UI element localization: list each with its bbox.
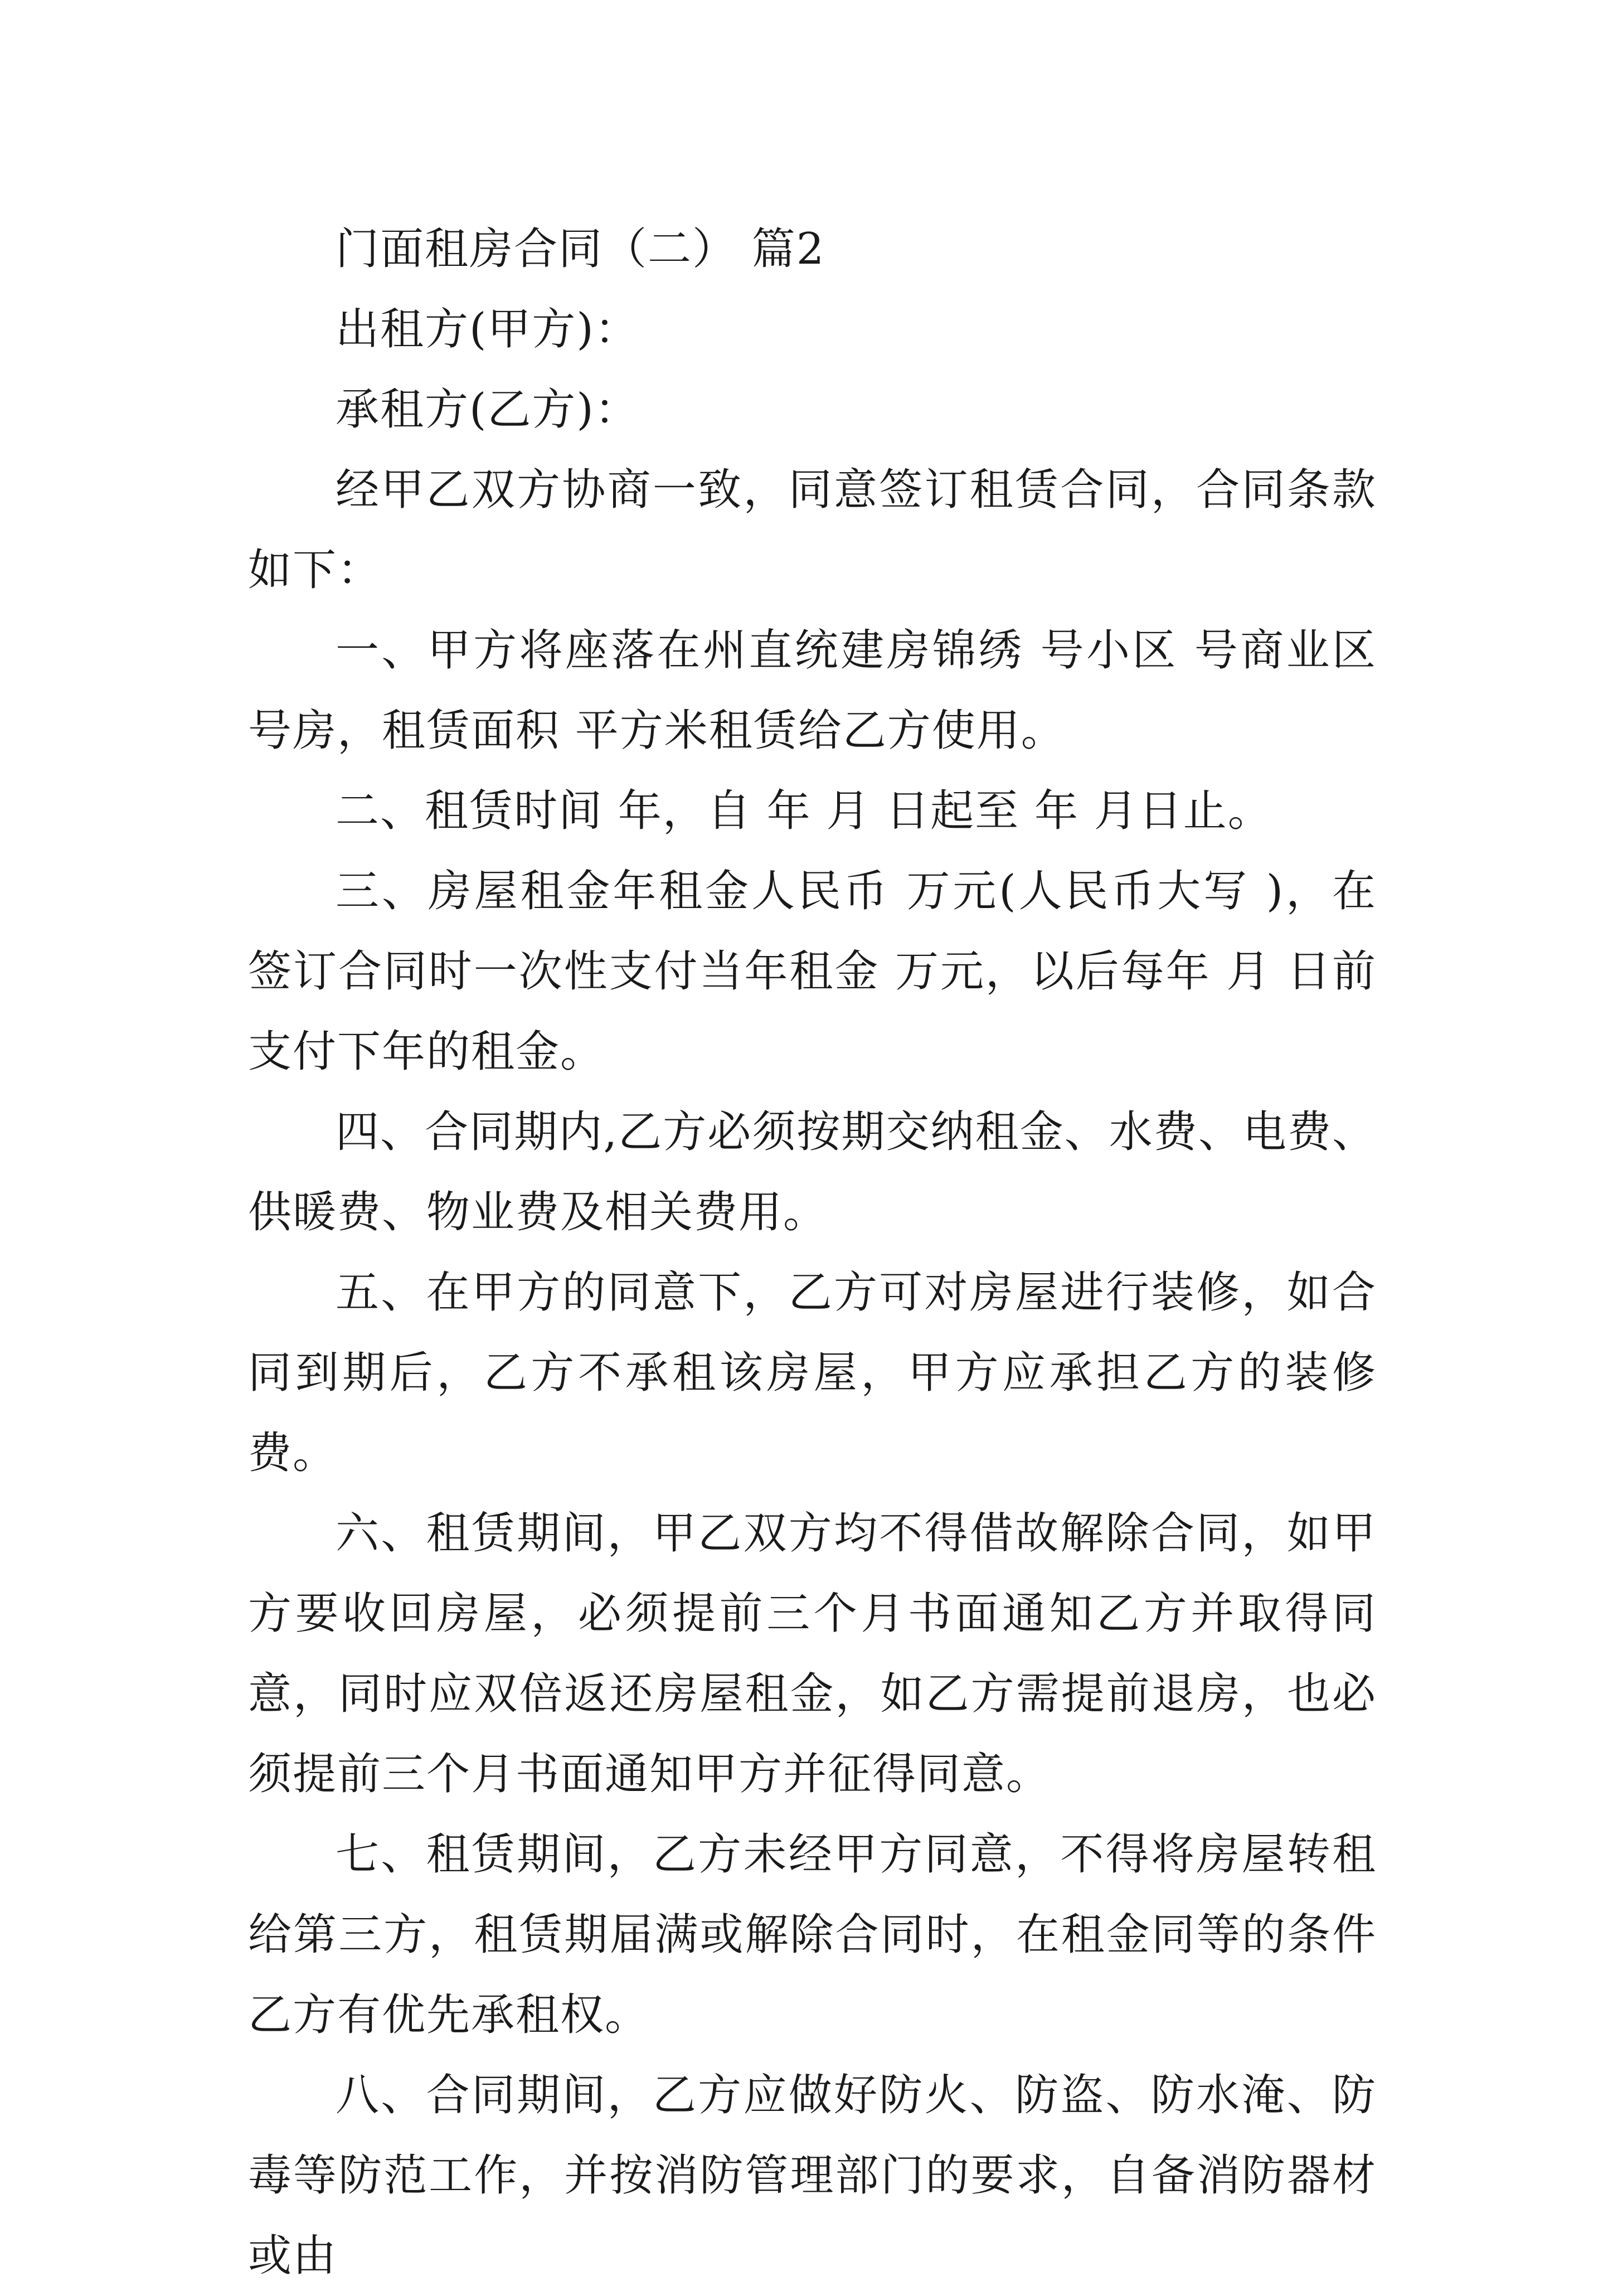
clause-1: 一、甲方将座落在州直统建房锦绣 号小区 号商业区 号房，租赁面积 平方米租赁给乙方使用。 (248, 625, 1377, 756)
clause-5: 五、在甲方的同意下，乙方可对房屋进行装修，如合同到期后，乙方不承租该房屋，甲方应承担乙方的装修费。 (248, 1268, 1377, 1478)
clause-2: 二、租赁时间 年，自 年 月 日起至 年 月日止。 (336, 786, 1272, 836)
clause-3: 三、房屋租金年租金人民币 万元(人民币大写 )，在签订合同时一次性支付当年租金 万元，以后每年 月 日前支付下年的租金。 (248, 866, 1377, 1077)
lessee-line: 承租方(乙方)： (336, 385, 639, 435)
document-title: 门面租房合同（二） 篇2 (336, 224, 825, 274)
contract-body (248, 209, 1377, 2296)
lessor-line: 出租方(甲方)： (336, 304, 639, 355)
clause-6: 六、租赁期间，甲乙双方均不得借故解除合同，如甲方要收回房屋，必须提前三个月书面通知乙方并取得同意，同时应双倍返还房屋租金，如乙方需提前退房，也必须提前三个月书面通知甲方并征得同意。 (248, 1508, 1377, 1799)
clause-4: 四、合同期内,乙方必须按期交纳租金、水费、电费、供暖费、物业费及相关费用。 (248, 1107, 1377, 1237)
contract-paragraph: 经甲乙双方协商一致，同意签订租赁合同，合同条款如下： (248, 465, 1377, 595)
clause-7: 七、租赁期间，乙方未经甲方同意，不得将房屋转租给第三方，租赁期届满或解除合同时，在租金同等的条件乙方有优先承租权。 (248, 1829, 1377, 2040)
clause-8: 八、合同期间，乙方应做好防火、防盗、防水淹、防毒等防范工作，并按消防管理部门的要求，自备消防器材或由 (248, 2070, 1377, 2281)
